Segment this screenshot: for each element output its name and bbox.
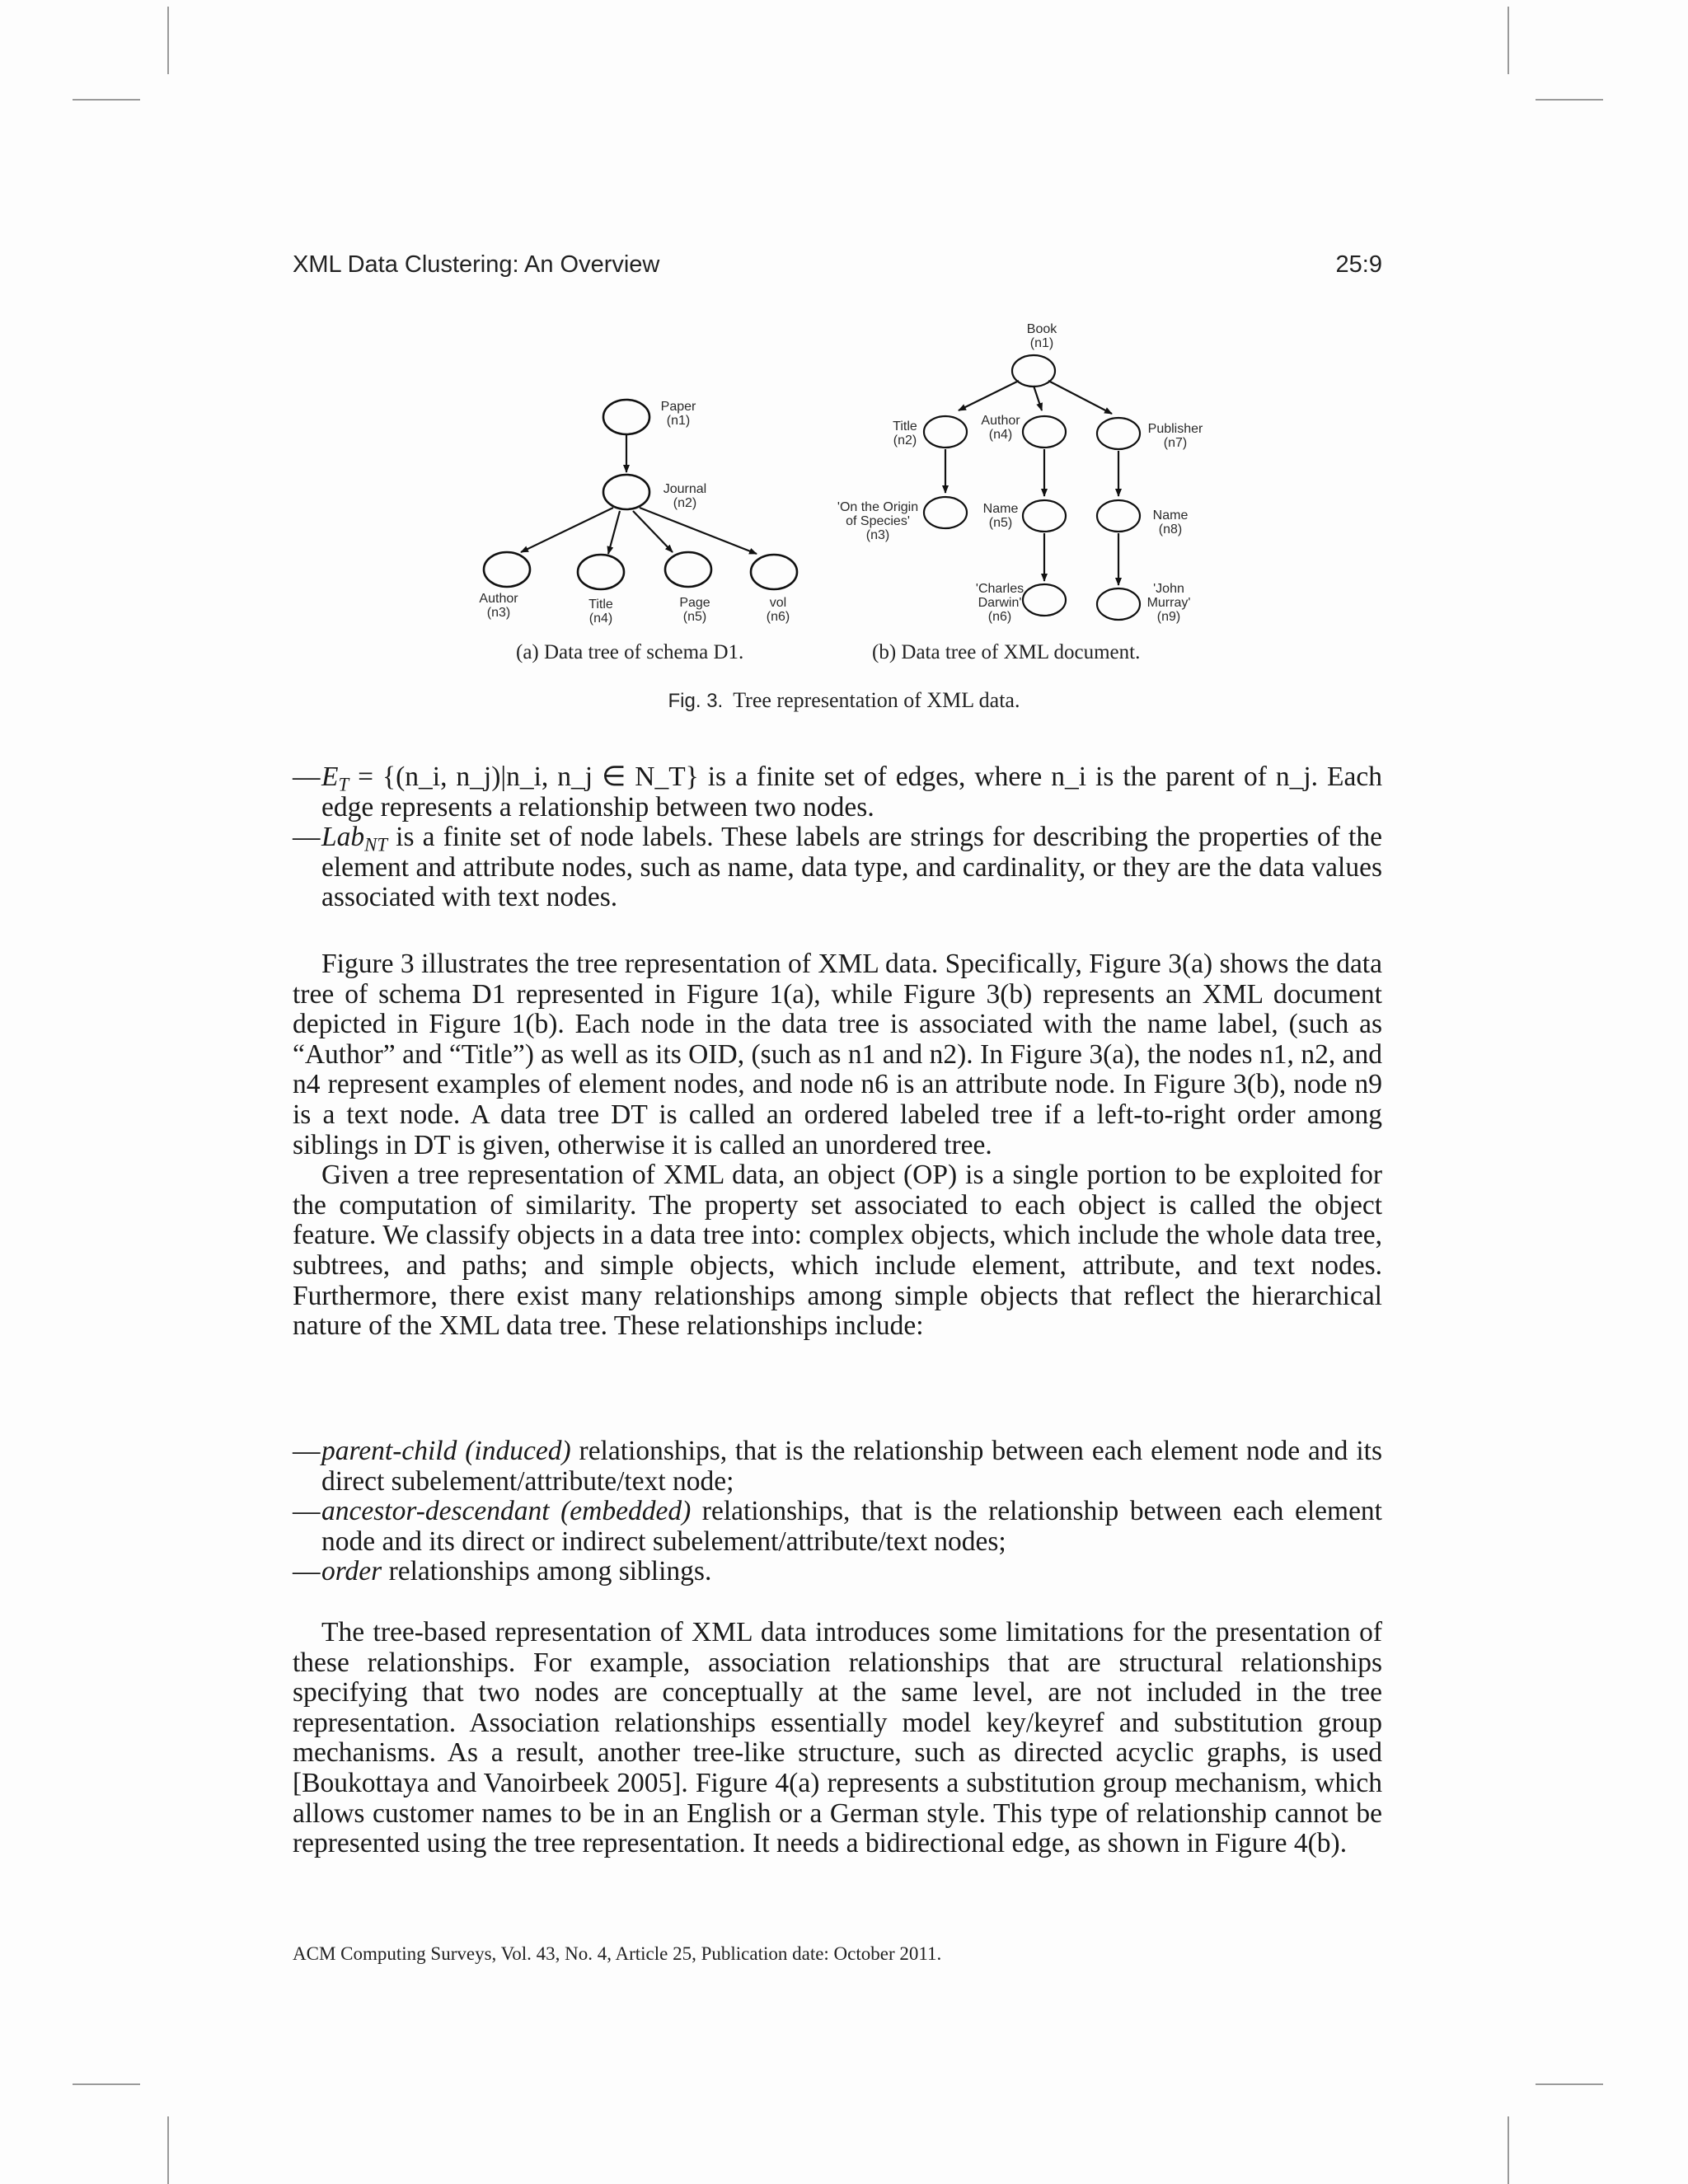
tree-node xyxy=(1097,500,1140,532)
figure-caption-text: Tree representation of XML data. xyxy=(733,688,1020,712)
node-label: vol xyxy=(769,596,787,610)
tree-node xyxy=(924,416,967,448)
tree-node xyxy=(751,555,797,589)
node-label: Book xyxy=(1026,322,1057,336)
definition-list xyxy=(293,762,1382,913)
node-id: (n9) xyxy=(1156,610,1181,624)
node-label-line2: Murray' xyxy=(1146,596,1191,610)
body-block-1 xyxy=(293,949,1382,1342)
tree-a-edge xyxy=(640,508,757,554)
node-label: Name xyxy=(1152,509,1189,523)
node-id: (n3) xyxy=(486,606,511,620)
math-subscript: NT xyxy=(364,834,387,855)
node-id: (n3) xyxy=(865,528,890,542)
node-label: Title xyxy=(893,419,917,434)
node-id: (n4) xyxy=(988,428,1013,442)
relationship-item: — order relationships among siblings. xyxy=(293,1556,712,1587)
relationship-term: order xyxy=(321,1556,382,1587)
node-label-line2: of Species' xyxy=(846,514,910,528)
math-symbol: Lab xyxy=(321,822,365,853)
definition-text: is a finite set of node labels. These labels are strings for describing the properties of the element and attribute nodes, such as name, data type, and cardinality, or they are the data values associated with text nodes. xyxy=(321,822,1382,913)
tree-node xyxy=(1097,418,1140,449)
figure-caption xyxy=(0,688,1688,713)
paragraph-2: Given a tree representation of XML data, an object (OP) is a single portion to be exploited for the computation of similarity. The property set associated to each object is called the object feature. We classify objects in a data tree into: complex objects, which include the whole data tree, subtrees, and paths; and simple objects, which include element, attribute, and text nodes. Furthermore, there exist many relationships among simple objects that reflect the hierarchical nature of the XML data tree. These relationships include: xyxy=(293,1160,1382,1342)
tree-node xyxy=(578,555,624,589)
node-label: 'On the Origin xyxy=(837,500,919,514)
node-id: (n8) xyxy=(1158,523,1183,537)
footer: ACM Computing Surveys, Vol. 43, No. 4, Article 25, Publication date: October 2011. xyxy=(293,1943,942,1964)
tree-b-edge xyxy=(1034,386,1042,410)
tree-a-edge xyxy=(608,511,620,554)
relationship-item: — parent-child (induced) relationships, that is the relationship between each element node and its direct subelement/attribute/text node; xyxy=(293,1436,1382,1497)
node-label-line2: Darwin' xyxy=(978,596,1022,610)
tree-node xyxy=(484,552,530,587)
body-block-2 xyxy=(293,1618,1382,1859)
node-label: Author xyxy=(981,414,1020,428)
page-number: 25:9 xyxy=(1335,251,1382,278)
relationship-term: parent-child (induced) xyxy=(321,1436,571,1466)
node-id: (n5) xyxy=(988,516,1013,530)
subcaption-a: (a) Data tree of schema D1. xyxy=(516,641,744,663)
tree-node xyxy=(1023,584,1066,616)
node-label: Name xyxy=(982,502,1019,516)
relationship-item: — ancestor-descendant (embedded) relationships, that is the relationship between each element node and its direct or indirect subelement/attribute/text nodes; xyxy=(293,1496,1382,1557)
tree-node xyxy=(1023,416,1066,448)
crop-mark xyxy=(73,2083,140,2085)
figure-3-diagram xyxy=(0,0,1688,742)
node-id: (n7) xyxy=(1163,436,1188,450)
node-label: Publisher xyxy=(1147,422,1203,436)
node-id: (n6) xyxy=(766,610,790,624)
crop-mark xyxy=(1507,2116,1509,2184)
figure-3 xyxy=(0,0,1688,742)
definition-labels: — Lab$_{NT}$ is a finite set of node labels. These labels are strings for describing the properties of the element and attribute nodes, such as name, data type, and cardinality, or they are the data values associated with text nodes. xyxy=(293,822,1382,913)
tree-a-edge xyxy=(633,511,673,552)
relationship-text: relationships, that is the relationship between each element node and its direct or indirect subelement/attribute/text nodes; xyxy=(321,1496,1382,1557)
relationship-text: relationships among siblings. xyxy=(382,1556,712,1587)
node-id: (n1) xyxy=(666,414,691,428)
node-id: (n1) xyxy=(1029,336,1054,350)
tree-node xyxy=(1097,588,1140,620)
tree-node xyxy=(1012,355,1055,387)
tree-node xyxy=(1023,500,1066,532)
math-subscript: T xyxy=(338,774,349,795)
definition-text: = {(n_i, n_j)|n_i, n_j ∈ N_T} is a finite set of edges, where n_i is the parent of n_j. Each edge represents a relationship between two nodes. xyxy=(321,762,1382,823)
node-label: Paper xyxy=(660,400,696,414)
crop-mark xyxy=(1536,2083,1603,2085)
node-label: Journal xyxy=(663,482,707,496)
paragraph-3: The tree-based representation of XML data introduces some limitations for the presentation of these relationships. For example, association relationships that are structural relationships specifying that two nodes are conceptually at the same level, are not included in the tree representation. Association relationships essentially model key/keyref and substitution group mechanisms. As a result, another tree-like structure, such as directed acyclic graphs, is used [Boukottaya and Vanoirbeek 2005]. Figure 4(a) represents a substitution group mechanism, which allows customer names to be in an English or a German style. This type of relationship cannot be represented using the tree representation. It needs a bidirectional edge, as shown in Figure 4(b). xyxy=(293,1617,1382,1859)
subcaption-b: (b) Data tree of XML document. xyxy=(872,641,1141,663)
paragraph-1: Figure 3 illustrates the tree representation of XML data. Specifically, Figure 3(a) shows the data tree of schema D1 represented in Figure 1(a), while Figure 3(b) represents an XML document depicted in Figure 1(b). Each node in the data tree is associated with the name label, (such as “Author” and “Title”) as well as its OID, (such as n1 and n2). In Figure 3(a), the nodes n1, n2, and n4 represent examples of element nodes, and node n6 is an attribute node. In Figure 3(b), node n9 is a text node. A data tree DT is called an ordered labeled tree if a left-to-right order among siblings in DT is given, otherwise it is called an unordered tree. xyxy=(293,949,1382,1160)
node-label: 'Charles xyxy=(975,582,1025,596)
node-id: (n6) xyxy=(987,610,1012,624)
relationship-term: ancestor-descendant (embedded) xyxy=(321,1496,692,1527)
node-id: (n2) xyxy=(893,434,917,448)
tree-b-edge xyxy=(959,381,1019,410)
math-symbol: E xyxy=(321,762,339,792)
tree-node xyxy=(603,475,649,509)
tree-b-edge xyxy=(1048,381,1112,414)
tree-node xyxy=(924,497,967,528)
tree-node xyxy=(603,400,649,434)
node-id: (n5) xyxy=(682,610,707,624)
node-id: (n2) xyxy=(673,496,697,510)
relationship-text: relationships, that is the relationship between each element node and its direct subelement/attribute/text node; xyxy=(321,1436,1382,1497)
node-label: Author xyxy=(479,592,518,606)
crop-mark xyxy=(167,2116,169,2184)
tree-a-edge xyxy=(521,508,613,552)
running-head-title: XML Data Clustering: An Overview xyxy=(293,251,660,278)
definition-edges: — $E_T$ = {(n_i, n_j)|n_i, n_j ∈ N_T} is a finite set of edges, where n_i is the parent of n_j. Each edge represents a relationship between two nodes. xyxy=(293,762,1382,823)
tree-node xyxy=(665,552,711,587)
figure-caption-label: Fig. 3. xyxy=(668,690,724,712)
node-label: Page xyxy=(679,596,710,610)
node-label: Title xyxy=(588,598,613,612)
node-id: (n4) xyxy=(588,612,613,626)
node-label: 'John xyxy=(1153,582,1184,596)
relationship-list xyxy=(293,1436,1382,1587)
